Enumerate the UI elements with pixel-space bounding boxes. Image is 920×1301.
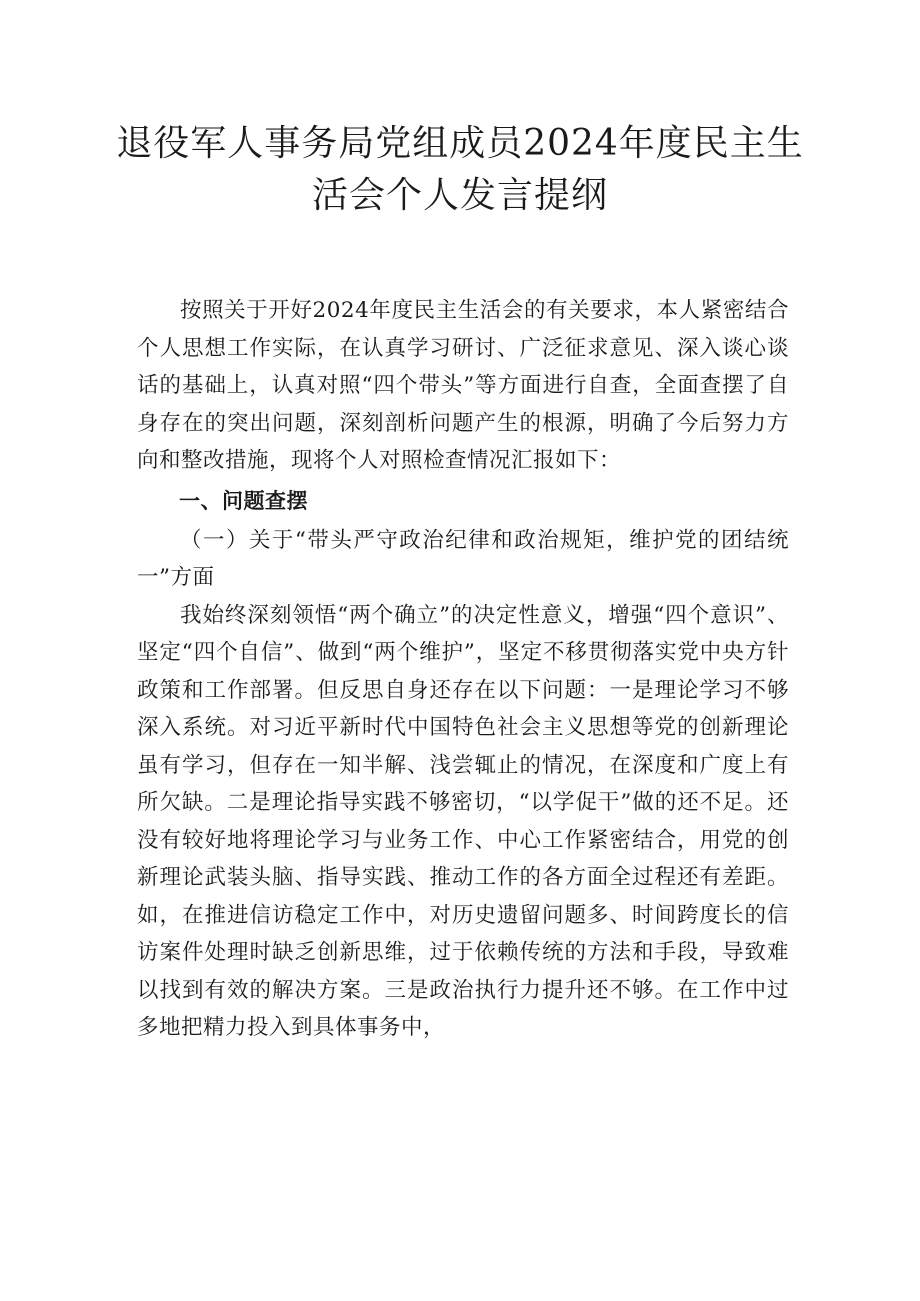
document-body xyxy=(137,292,789,1047)
title-line-1: 退役军人事务局党组成员2024年度民主生 xyxy=(116,123,804,164)
subsection-heading-political-discipline: （一）关于“带头严守政治纪律和政治规矩，维护党的团结统一”方面 xyxy=(137,527,789,590)
section-heading-problems: 一、问题查摆 xyxy=(179,488,308,513)
title-line-2: 活会个人发言提纲 xyxy=(311,175,608,216)
body-paragraph-1: 我始终深刻领悟“两个确立”的决定性意义，增强“四个意识”、坚定“四个自信”、做到“两个维护”，坚定不移贯彻落实党中央方针政策和工作部署。但反思自身还存在以下问题：一是理论学习不够深入系统。对习近平新时代中国特色社会主义思想等党的创新理论虽有学习，但存在一知半解、浅尝辄止的情况，在深度和广度上有所欠缺。二是理论指导实践不够密切，“以学促干”做的还不足。还没有较好地将理论学习与业务工作、中心工作紧密结合，用党的创新理论武装头脑、指导实践、推动工作的各方面全过程还有差距。如，在推进信访稳定工作中，对历史遗留问题多、时间跨度长的信访案件处理时缺乏创新思维，过于依赖传统的方法和手段，导致难以找到有效的解决方案。三是政治执行力提升还不够。在工作中过多地把精力投入到具体事务中， xyxy=(137,602,789,1040)
intro-paragraph: 按照关于开好2024年度民主生活会的有关要求，本人紧密结合个人思想工作实际，在认真学习研讨、广泛征求意见、深入谈心谈话的基础上，认真对照“四个带头”等方面进行自查，全面查摆了自身存在的突出问题，深刻剖析问题产生的根源，明确了今后努力方向和整改措施，现将个人对照检查情况汇报如下： xyxy=(137,298,789,473)
document-title xyxy=(110,118,810,222)
